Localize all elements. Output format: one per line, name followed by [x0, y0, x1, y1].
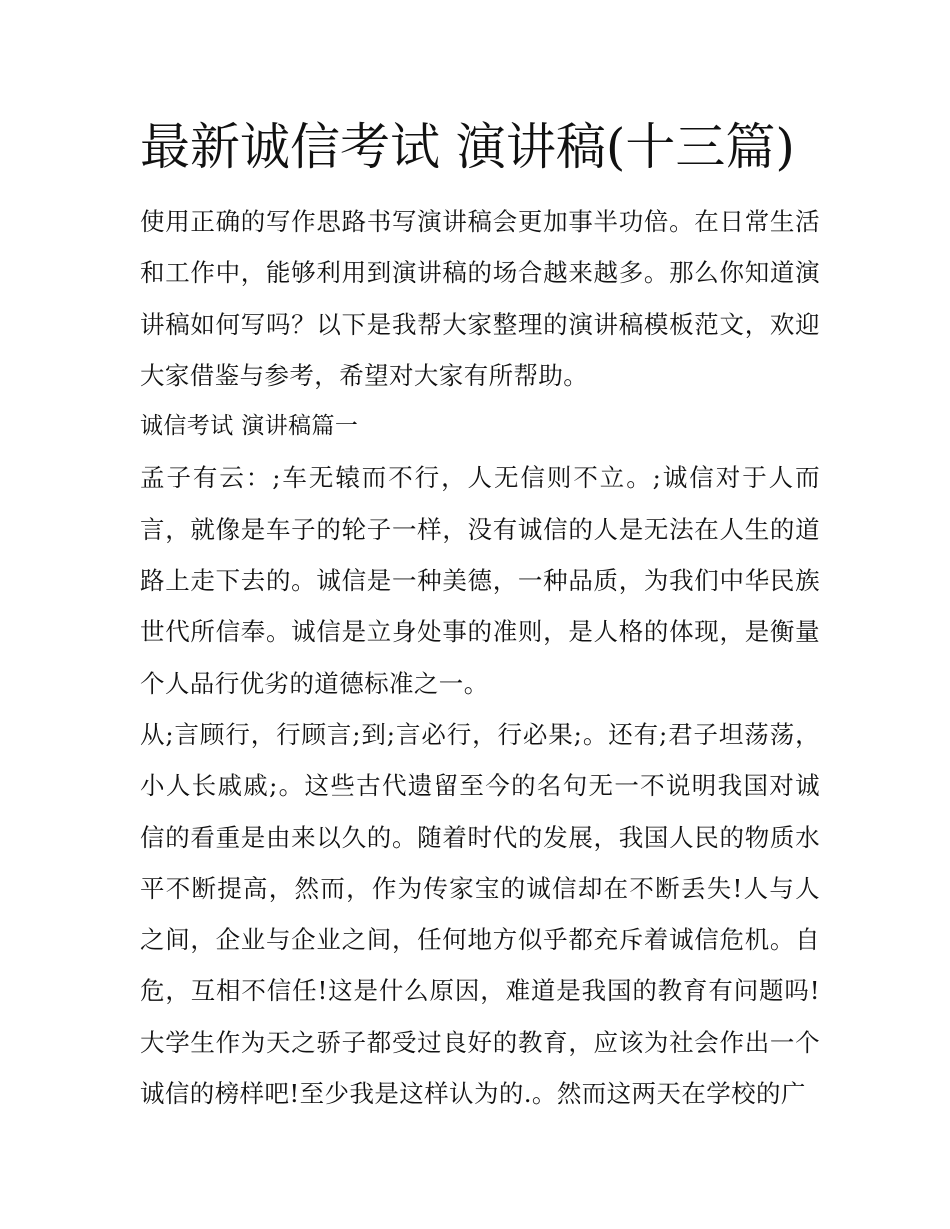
body-paragraph-2: 从;言顾行，行顾言;到;言必行，行必果;。还有;君子坦荡荡，小人长戚戚;。这些古代遗留至今的名句无一不说明我国对诚信的看重是由来以久的。随着时代的发展，我国人民的物质水平不断提高，然而，作为传家宝的诚信却在不断丢失!人与人之间，企业与企业之间，任何地方似乎都充斥着诚信危机。自危，互相不信任!这是什么原因，难道是我国的教育有问题吗!大学生作为天之骄子都受过良好的教育，应该为社会作出一个诚信的榜样吧!至少我是这样认为的.。然而这两天在学校的广: [140, 719, 820, 1109]
intro-paragraph: 使用正确的写作思路书写演讲稿会更加事半功倍。在日常生活和工作中，能够利用到演讲稿的场合越来越多。那么你知道演讲稿如何写吗？以下是我帮大家整理的演讲稿模板范文，欢迎大家借鉴与参考，希望对大家有所帮助。: [140, 207, 820, 390]
body-paragraph-1: 孟子有云：;车无辕而不行，人无信则不立。;诚信对于人而言，就像是车子的轮子一样，没有诚信的人是无法在人生的道路上走下去的。诚信是一种美德，一种品质，为我们中华民族世代所信奉。诚信是立身处事的准则，是人格的体现，是衡量个人品行优劣的道德标准之一。: [140, 463, 820, 698]
document-title: 最新诚信考试 演讲稿(十三篇): [140, 118, 795, 176]
document-body: [140, 196, 820, 1119]
section-heading: 诚信考试 演讲稿篇一: [140, 413, 359, 440]
